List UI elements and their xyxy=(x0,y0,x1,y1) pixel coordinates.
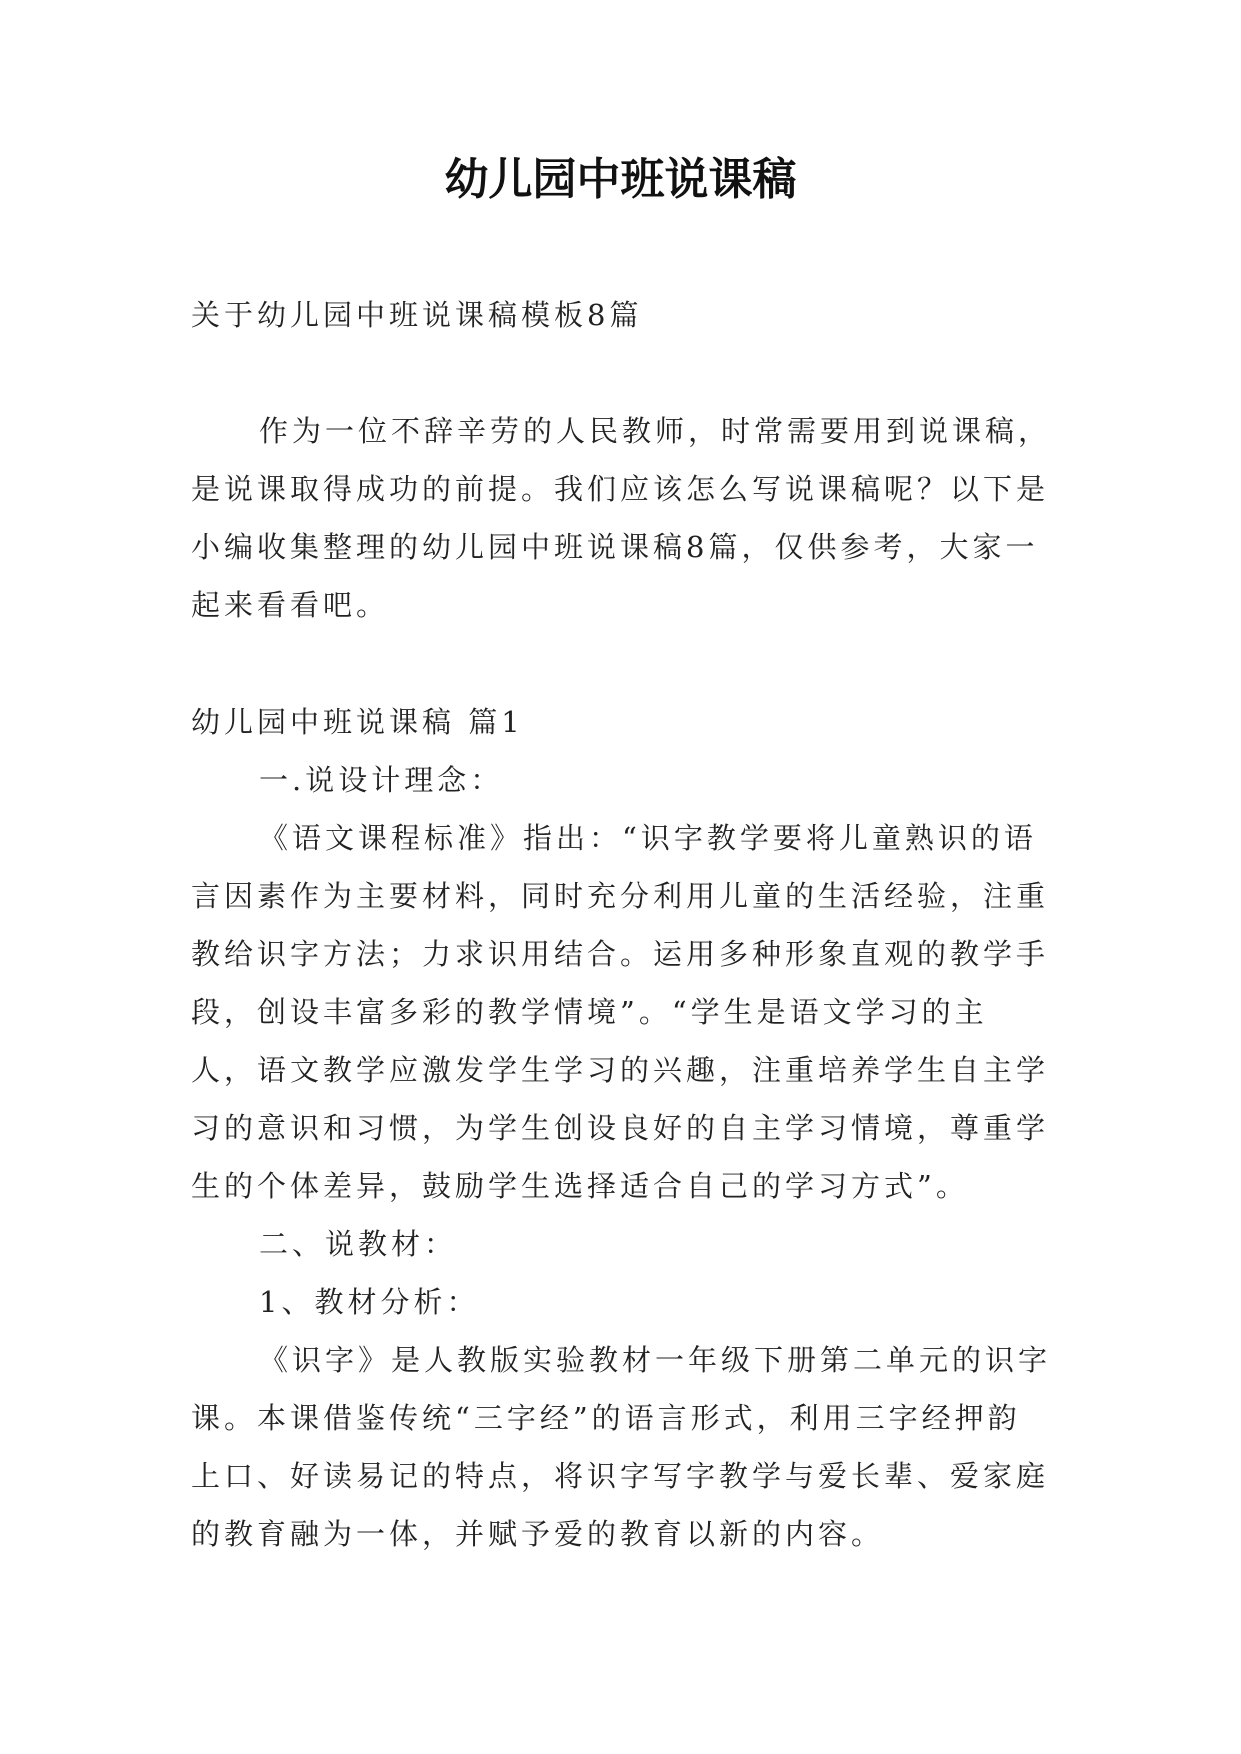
item-1-paragraph: 《语文课程标准》指出：“识字教学要将儿童熟识的语言因素作为主要材料，同时充分利用儿童的生活经验，注重教给识字方法；力求识用结合。运用多种形象直观的教学手段，创设丰富多彩的教学情境”。“学生是语文学习的主人，语文教学应激发学生学习的兴趣，注重培养学生自主学习的意识和习惯，为学生创设良好的自主学习情境，尊重学生的个体差异，鼓励学生选择适合自己的学习方式”。 xyxy=(191,821,1050,1203)
document-title: 幼儿园中班说课稿 xyxy=(444,154,797,205)
item-2-paragraph: 《识字》是人教版实验教材一年级下册第二单元的识字课。本课借鉴传统“三字经”的语言形式，利用三字经押韵上口、好读易记的特点，将识字写字教学与爱长辈、爱家庭的教育融为一体，并赋予爱的教育以新的内容。 xyxy=(191,1343,1052,1551)
item-2-sub-heading: 1、教材分析： xyxy=(259,1285,480,1319)
section-heading: 幼儿园中班说课稿 篇1 xyxy=(191,705,524,739)
item-2-heading: 二、说教材： xyxy=(259,1227,458,1261)
intro-paragraph: 作为一位不辞辛劳的人民教师，时常需要用到说课稿，是说课取得成功的前提。我们应该怎么写说课稿呢？以下是小编收集整理的幼儿园中班说课稿8篇，仅供参考，大家一起来看看吧。 xyxy=(191,414,1052,622)
item-1-heading: 一.说设计理念： xyxy=(259,763,504,797)
section-body xyxy=(191,751,1051,1563)
document-subtitle: 关于幼儿园中班说课稿模板8篇 xyxy=(191,298,643,332)
